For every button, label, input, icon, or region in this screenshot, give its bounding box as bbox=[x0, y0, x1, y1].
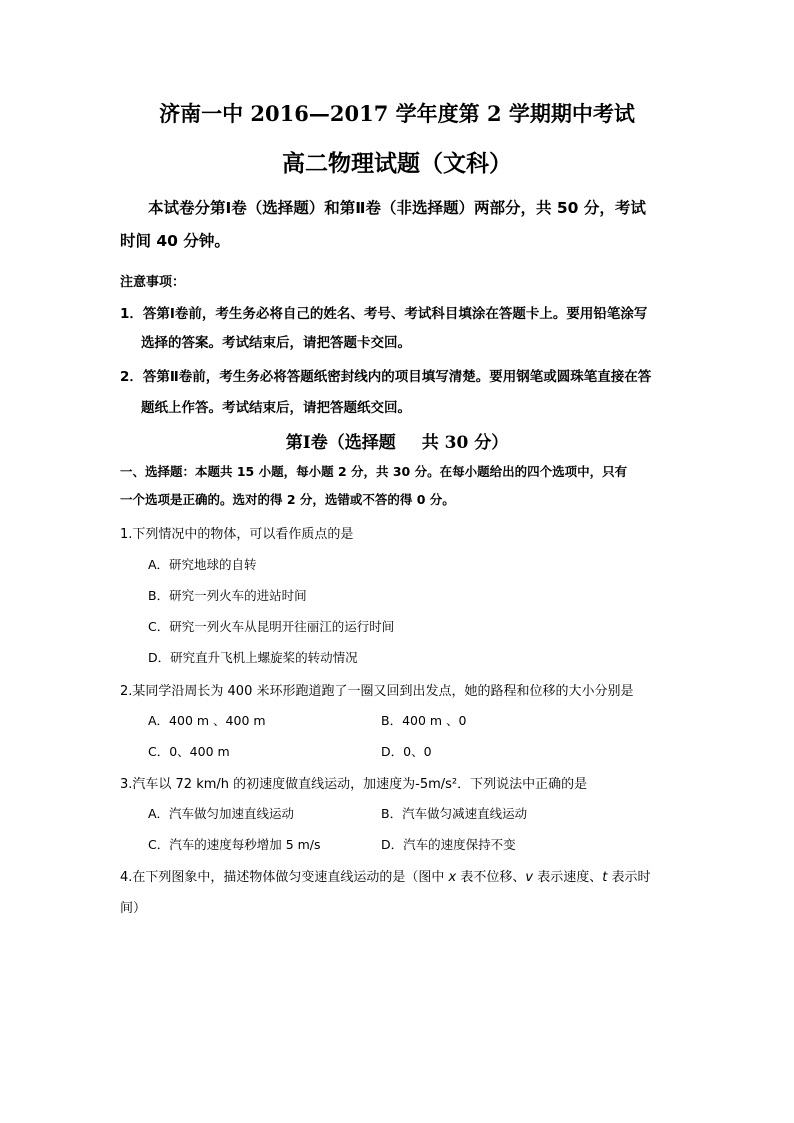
question-3-option-a: A．汽车做匀加速直线运动 bbox=[148, 806, 295, 821]
question-2-option-a: A．400 m 、400 m bbox=[148, 713, 266, 728]
section-1-title-right: 共 30 分） bbox=[421, 433, 509, 453]
question-2-option-c: C．0、400 m bbox=[148, 744, 230, 759]
question-1-option-c: C．研究一列火车从昆明开往丽江的运行时间 bbox=[148, 619, 395, 634]
question-3-option-b: B．汽车做匀减速直线运动 bbox=[381, 806, 528, 821]
question-1-option-a: A．研究地球的自转 bbox=[148, 557, 257, 572]
exam-title: 济南一中 2016—2017 学年度第 2 学期期中考试 bbox=[159, 101, 635, 126]
intro-line-2: 时间 40 分钟。 bbox=[120, 232, 230, 250]
section-1-title-left: 第Ⅰ卷（选择题 bbox=[285, 433, 396, 453]
question-2-option-d: D．0、0 bbox=[381, 744, 432, 759]
variable-t: t bbox=[602, 870, 608, 885]
question-4-stem-line-2: 间） bbox=[120, 901, 147, 916]
variable-x: x bbox=[448, 870, 457, 885]
section-1-instructions-line-1: 一、选择题：本题共 15 小题，每小题 2 分，共 30 分。在每小题给出的四个选项中，只有 bbox=[120, 464, 628, 479]
intro-line-1: 本试卷分第Ⅰ卷（选择题）和第Ⅱ卷（非选择题）两部分，共 50 分，考试 bbox=[148, 199, 646, 217]
section-1-instructions-line-2: 一个选项是正确的。选对的得 2 分，选错或不答的得 0 分。 bbox=[120, 492, 455, 507]
question-3-option-d: D．汽车的速度保持不变 bbox=[381, 837, 516, 852]
note-2-line-2: 题纸上作答。考试结束后，请把答题纸交回。 bbox=[141, 400, 411, 416]
question-3-option-c: C．汽车的速度每秒增加 5 m/s bbox=[148, 837, 321, 852]
note-2-line-1: 2．答第Ⅱ卷前，考生务必将答题纸密封线内的项目填写清楚。要用钢笔或圆珠笔直接在答 bbox=[120, 369, 652, 385]
question-1-option-b: B．研究一列火车的进站时间 bbox=[148, 588, 307, 603]
question-4-stem bbox=[120, 866, 650, 885]
question-3-stem: 3.汽车以 72 km/h 的初速度做直线运动，加速度为-5m/s²．下列说法中正确的是 bbox=[120, 777, 588, 792]
variable-v: v bbox=[525, 870, 534, 885]
question-4-stem-part-c: 表示速度、 bbox=[533, 870, 603, 885]
section-1-title bbox=[0, 428, 794, 453]
question-4-stem-part-d: 表示时 bbox=[607, 870, 651, 885]
question-2-option-b: B．400 m 、0 bbox=[381, 713, 467, 728]
note-1-line-1: 1．答第Ⅰ卷前，考生务必将自己的姓名、考号、考试科目填涂在答题卡上。要用铅笔涂写 bbox=[120, 306, 648, 322]
notes-heading: 注意事项： bbox=[120, 275, 186, 290]
question-1-option-d: D．研究直升飞机上螺旋桨的转动情况 bbox=[148, 650, 358, 665]
question-4-stem-part-b: 表不位移、 bbox=[456, 870, 526, 885]
exam-subtitle: 高二物理试题（文科） bbox=[282, 150, 512, 177]
question-2-stem: 2.某同学沿周长为 400 米环形跑道跑了一圈又回到出发点，她的路程和位移的大小分别是 bbox=[120, 684, 634, 699]
question-4-stem-part-a: 4.在下列图象中，描述物体做匀变速直线运动的是（图中 bbox=[120, 870, 449, 885]
question-1-stem: 1.下列情况中的物体，可以看作质点的是 bbox=[120, 527, 354, 542]
note-1-line-2: 选择的答案。考试结束后，请把答题卡交回。 bbox=[141, 335, 411, 351]
